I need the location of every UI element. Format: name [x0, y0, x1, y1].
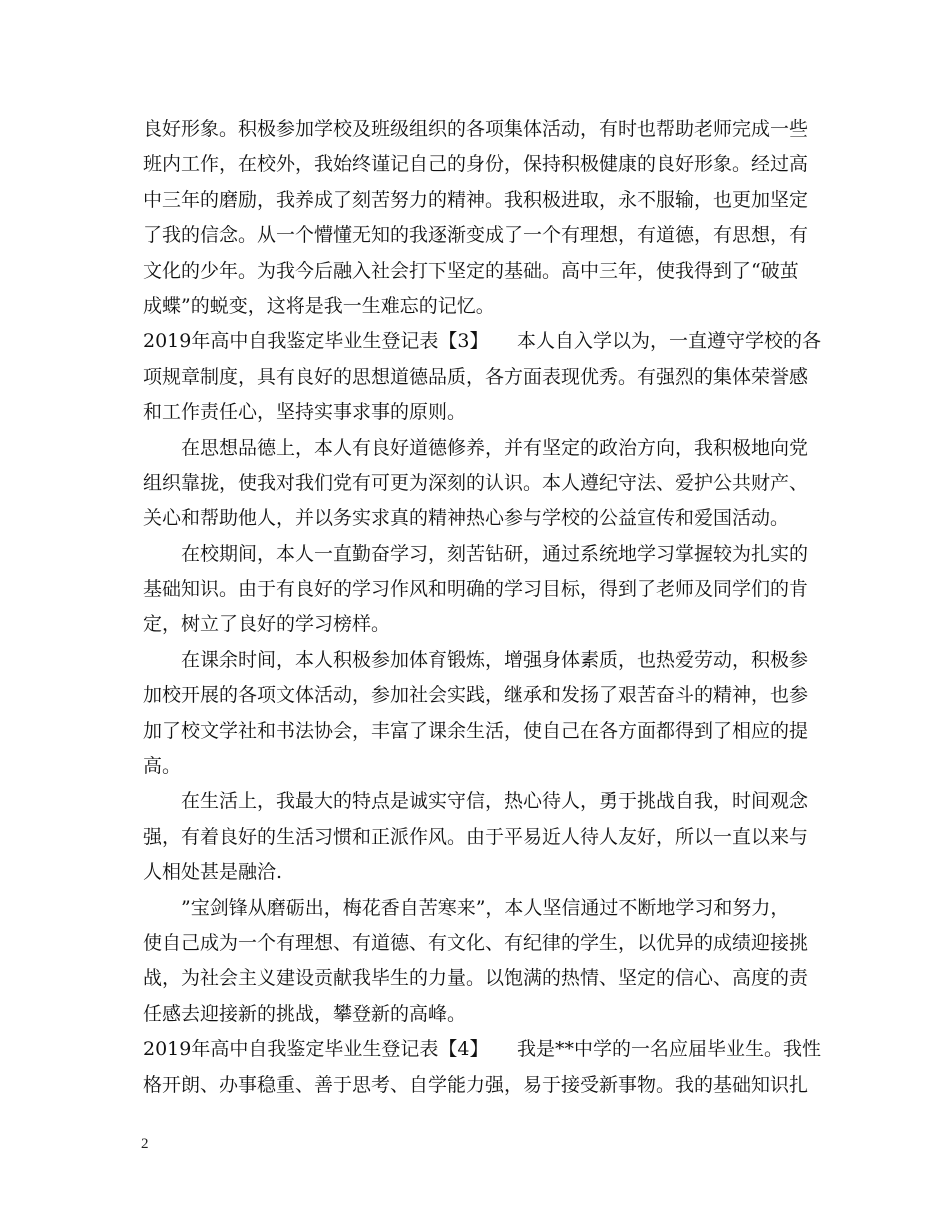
- text-line: 了我的信念。从一个懵懂无知的我逐渐变成了一个有理想，有道德，有思想，有: [143, 224, 809, 247]
- paragraph-start-line: 在思想品德上，本人有良好道德修养，并有坚定的政治方向，我积极地向党: [181, 436, 809, 459]
- page-number: 2: [141, 1136, 149, 1152]
- text-line: 定，树立了良好的学习榜样。: [143, 613, 391, 636]
- text-line: 加校开展的各项文体活动，参加社会实践，继承和发扬了艰苦奋斗的精神，也参: [143, 684, 809, 707]
- text-line: 高。: [143, 755, 182, 778]
- text-line: 成蝶”的蜕变，这将是我一生难忘的记忆。: [143, 294, 495, 317]
- paragraph-start-line: ”宝剑锋从磨砺出，梅花香自苦寒来”，本人坚信通过不断地学习和努力，: [181, 896, 790, 919]
- text-line: 中三年的磨励，我养成了刻苦努力的精神。我积极进取，永不服输，也更加坚定: [143, 188, 809, 211]
- section-heading-line: 2019年高中自我鉴定毕业生登记表【3】 本人自入学以为，一直遵守学校的各: [143, 330, 821, 353]
- section-heading-line: 2019年高中自我鉴定毕业生登记表【4】 我是**中学的一名应届毕业生。我性: [143, 1038, 821, 1061]
- text-line: 人相处甚是融洽.: [143, 861, 283, 884]
- paragraph-start-line: 在生活上，我最大的特点是诚实守信，热心待人，勇于挑战自我，时间观念: [181, 790, 809, 813]
- text-line: 班内工作，在校外，我始终谨记自己的身份，保持积极健康的良好形象。经过高: [143, 153, 809, 176]
- text-line: 加了校文学社和书法协会，丰富了课余生活，使自己在各方面都得到了相应的提: [143, 719, 809, 742]
- text-line: 强，有着良好的生活习惯和正派作风。由于平易近人待人友好，所以一直以来与: [143, 825, 809, 848]
- text-line: 基础知识。由于有良好的学习作风和明确的学习目标，得到了老师及同学们的肯: [143, 578, 809, 601]
- text-line: 良好形象。积极参加学校及班级组织的各项集体活动，有时也帮助老师完成一些: [143, 118, 809, 140]
- text-line: 使自己成为一个有理想、有道德、有文化、有纪律的学生，以优异的成绩迎接挑: [143, 931, 809, 954]
- text-line: 项规章制度，具有良好的思想道德品质，各方面表现优秀。有强烈的集体荣誉感: [143, 365, 809, 388]
- text-line: 格开朗、办事稳重、善于思考、自学能力强，易于接受新事物。我的基础知识扎: [143, 1073, 809, 1096]
- text-line: 和工作责任心，坚持实事求事的原则。: [143, 401, 467, 424]
- paragraph-start-line: 在校期间，本人一直勤奋学习，刻苦钻研，通过系统地学习掌握较为扎实的: [181, 542, 809, 565]
- document-body: [143, 112, 821, 1103]
- text-line: 组织靠拢，使我对我们党有可更为深刻的认识。本人遵纪守法、爱护公共财产、: [143, 471, 809, 494]
- text-line: 关心和帮助他人，并以务实求真的精神热心参与学校的公益宣传和爱国活动。: [143, 507, 790, 530]
- paragraph-start-line: 在课余时间，本人积极参加体育锻炼，增强身体素质，也热爱劳动，积极参: [181, 648, 809, 671]
- text-line: 任感去迎接新的挑战，攀登新的高峰。: [143, 1002, 467, 1025]
- text-line: 文化的少年。为我今后融入社会打下坚定的基础。高中三年，使我得到了“破茧: [143, 259, 799, 282]
- text-line: 战，为社会主义建设贡献我毕生的力量。以饱满的热情、坚定的信心、高度的责: [143, 967, 809, 990]
